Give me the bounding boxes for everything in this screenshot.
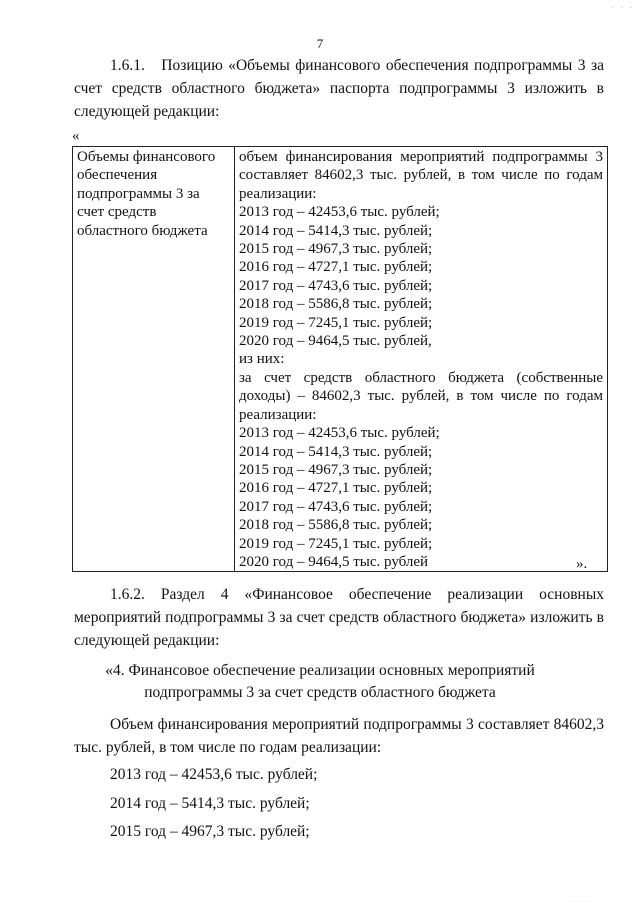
table-row	[73, 147, 608, 572]
section-4-heading	[0, 660, 640, 704]
year-line: 2017 год – 4743,6 тыс. рублей;	[239, 498, 433, 515]
body-paragraph	[74, 713, 604, 759]
year-line: 2019 год – 7245,1 тыс. рублей;	[239, 535, 433, 552]
year-line: 2014 год – 5414,3 тыс. рублей;	[239, 222, 433, 239]
scan-corner-mark-bottom: . . .	[570, 895, 590, 904]
body-year-line: 2013 год – 42453,6 тыс. рублей;	[110, 766, 318, 783]
year-line: 2015 год – 4967,3 тыс. рублей;	[239, 461, 433, 478]
heading-line-1: «4. Финансовое обеспечение реализации основных мероприятий	[105, 662, 535, 679]
body-year-line: 2015 год – 4967,3 тыс. рублей;	[110, 823, 310, 840]
body-year-line: 2014 год – 5414,3 тыс. рублей;	[110, 795, 310, 812]
section-1-6-2-text: 1.6.2. Раздел 4 «Финансовое обеспечение реализации основных мероприятий подпрограммы 3 за счет средств областного бюджета» изложить в следующей редакции:	[74, 586, 604, 649]
table-right-intro: объем финансирования мероприятий подпрограммы 3 составляет 84602,3 тыс. рублей, в том числе по годам реализации:	[239, 149, 603, 202]
year-line: 2014 год – 5414,3 тыс. рублей;	[239, 443, 433, 460]
year-line: 2017 год – 4743,6 тыс. рублей;	[239, 277, 433, 294]
year-line: 2019 год – 7245,1 тыс. рублей;	[239, 314, 433, 331]
year-line: 2015 год – 4967,3 тыс. рублей;	[239, 241, 433, 258]
quote-open: «	[72, 128, 80, 144]
body-paragraph-text: Объем финансирования мероприятий подпрограммы 3 составляет 84602,3 тыс. рублей, в том числе по годам реализации:	[74, 716, 604, 756]
year-line: 2020 год – 9464,5 тыс. рублей,	[239, 333, 432, 350]
section-1-6-1-number: 1.6.1.	[110, 57, 145, 74]
year-line: 2013 год – 42453,6 тыс. рублей;	[239, 204, 440, 221]
quote-close: ».	[576, 556, 588, 572]
table-right-sub: за счет средств областного бюджета (собственные доходы) – 84602,3 тыс. рублей, в том числе по годам реализации:	[239, 369, 603, 423]
year-line: 2013 год – 42453,6 тыс. рублей;	[239, 425, 440, 442]
table-left-cell: Объемы финансового обеспечения подпрограммы 3 за счет средств областного бюджета	[73, 147, 235, 572]
of-them-label: из них:	[239, 351, 285, 368]
financing-table	[72, 146, 608, 572]
table-right-cell	[235, 147, 608, 572]
year-line: 2016 год – 4727,1 тыс. рублей;	[239, 259, 433, 276]
heading-line-2: подпрограммы 3 за счет средств областного бюджета	[144, 684, 496, 701]
year-line: 2020 год – 9464,5 тыс. рублей	[239, 553, 429, 570]
section-1-6-1-paragraph	[74, 54, 604, 123]
page-number: 7	[316, 36, 324, 51]
year-line: 2018 год – 5586,8 тыс. рублей;	[239, 517, 433, 534]
scan-corner-mark: . . .	[611, 0, 634, 11]
year-line: 2018 год – 5586,8 тыс. рублей;	[239, 296, 433, 313]
year-line: 2016 год – 4727,1 тыс. рублей;	[239, 480, 433, 497]
section-1-6-1-text: Позицию «Объемы финансового обеспечения подпрограммы 3 за счет средств областного бюджета» паспорта подпрограммы 3 изложить в следующей редакции:	[74, 57, 605, 120]
section-1-6-2-paragraph	[74, 583, 604, 652]
